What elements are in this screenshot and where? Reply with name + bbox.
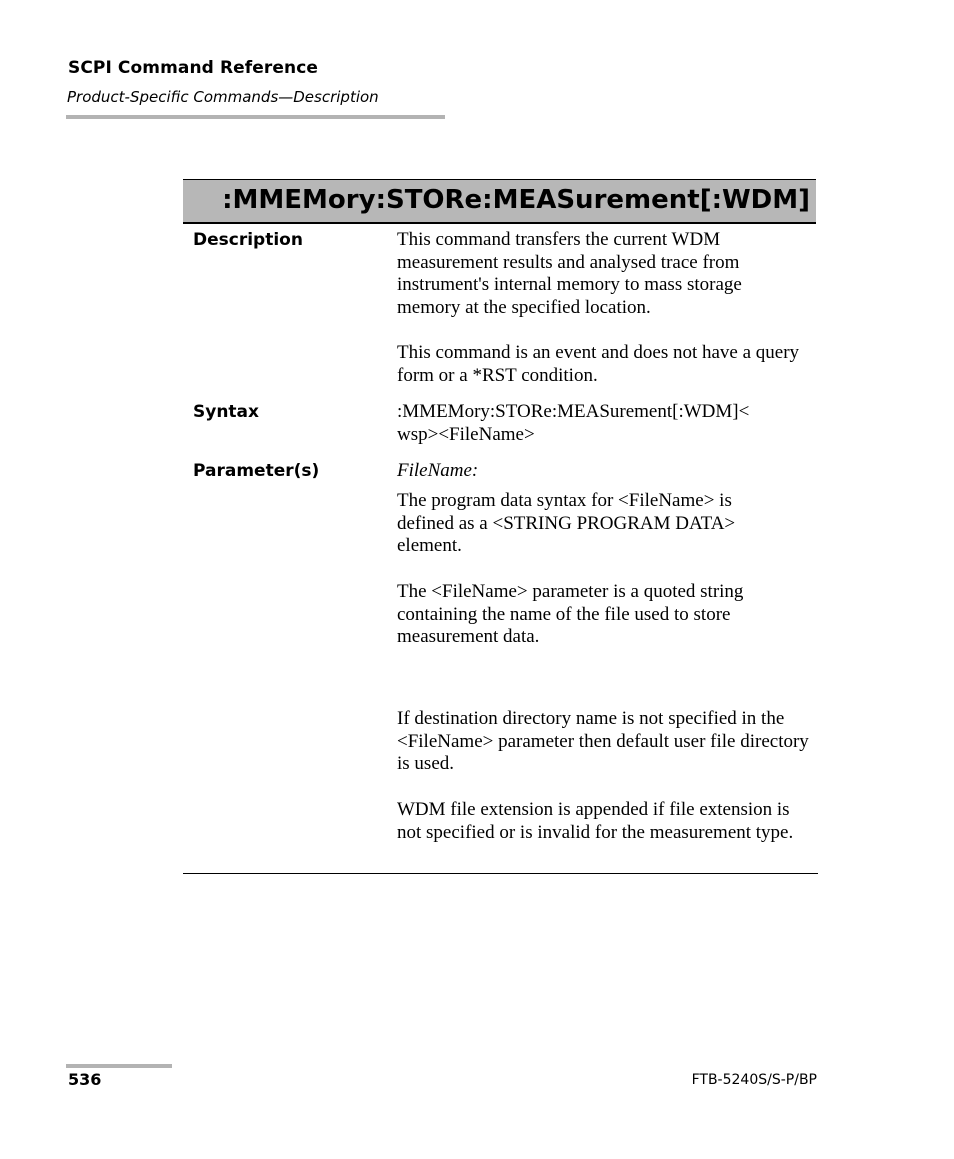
- product-code: FTB-5240S/S-P/BP: [691, 1072, 817, 1088]
- parameters-label: Parameter(s): [193, 461, 320, 481]
- parameter-paragraph-1: The program data syntax for <FileName> is defined as a <STRING PROGRAM DATA> element.: [397, 490, 736, 557]
- syntax-label: Syntax: [193, 402, 259, 422]
- footer-rule: [66, 1064, 172, 1068]
- command-title: :MMEMory:STORe:MEASurement[:WDM]: [222, 185, 810, 215]
- description-paragraph-1: This command transfers the current WDM measurement results and analysed trace from instrument's internal memory to mass storage memory at the specified location.: [397, 229, 742, 319]
- description-label: Description: [193, 230, 303, 250]
- header-rule: [66, 115, 445, 119]
- description-paragraph-2: This command is an event and does not have a query form or a *RST condition.: [397, 342, 800, 386]
- section-title: SCPI Command Reference: [68, 58, 319, 78]
- syntax-text: :MMEMory:STORe:MEASurement[:WDM]<wsp><FileName>: [397, 401, 750, 445]
- parameter-paragraph-3: If destination directory name is not specified in the <FileName> parameter then default user file directory is used.: [397, 708, 809, 775]
- table-bottom-rule: [183, 873, 818, 874]
- section-subtitle: Product-Specific Commands—Description: [67, 88, 379, 106]
- parameter-paragraph-4: WDM file extension is appended if file extension is not specified or is invalid for the measurement type.: [397, 799, 794, 843]
- parameter-name: FileName:: [397, 460, 479, 481]
- command-banner: [183, 179, 816, 224]
- page-number: 536: [68, 1070, 102, 1089]
- parameter-paragraph-2: The <FileName> parameter is a quoted string containing the name of the file used to store measurement data.: [397, 581, 744, 648]
